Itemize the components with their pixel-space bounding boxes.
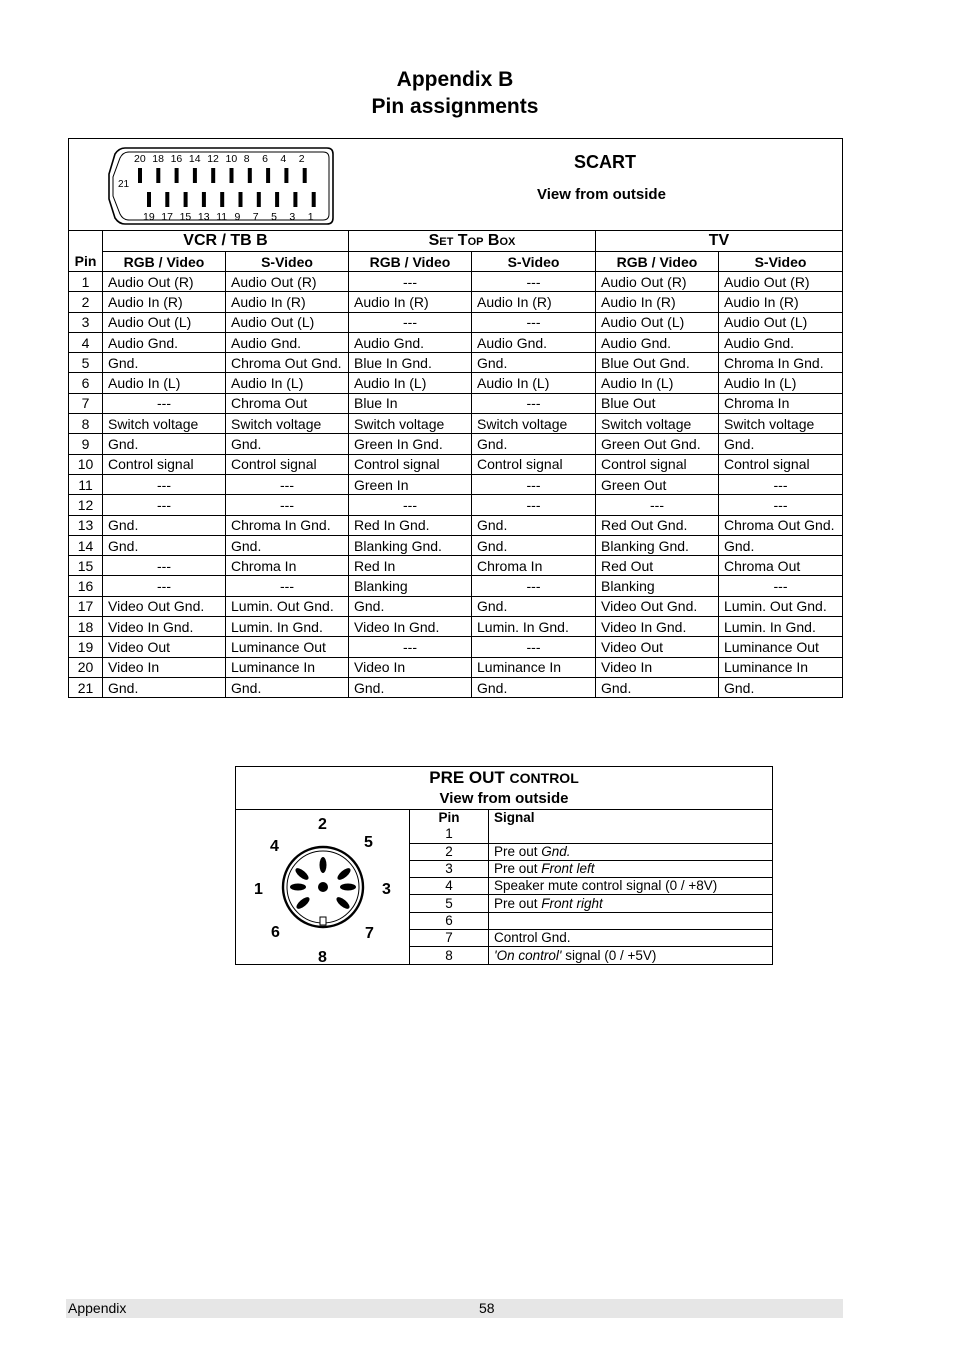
pre-out-body <box>410 826 772 963</box>
signal-cell: Gnd. <box>103 434 226 454</box>
page-footer <box>66 1299 843 1318</box>
scart-pin-top <box>230 168 234 183</box>
signal-cell: --- <box>472 312 596 332</box>
din-pin-3 <box>340 884 356 891</box>
pre-out-signal-header: Signal <box>489 810 773 826</box>
scart-pin-number: 14 <box>188 153 201 165</box>
scart-pin-number: 16 <box>170 153 183 165</box>
pin-number-cell: 13 <box>69 515 103 535</box>
pin-8-center <box>318 882 328 892</box>
scart-pin-21-label: 21 <box>118 179 130 190</box>
title-line-2: Pin assignments <box>371 95 539 118</box>
scart-connector-diagram <box>107 144 337 228</box>
signal-cell: Gnd. <box>226 535 349 555</box>
signal-cell: Red In <box>349 556 472 576</box>
signal-cell: Switch voltage <box>472 414 596 434</box>
table-row <box>410 930 772 947</box>
scart-pin-number: 3 <box>289 211 296 223</box>
scart-pin-top <box>248 168 252 183</box>
pin-number-cell: 11 <box>69 474 103 494</box>
signal-cell: Blanking <box>349 576 472 596</box>
scart-header-cell <box>69 139 843 231</box>
signal-cell: Gnd. <box>226 434 349 454</box>
signal-cell: --- <box>719 495 843 515</box>
signal-cell: --- <box>226 576 349 596</box>
scart-pin-top <box>193 168 197 183</box>
scart-pin-number: 18 <box>152 153 164 165</box>
signal-cell: Blanking Gnd. <box>349 535 472 555</box>
pin-number-cell: 19 <box>69 637 103 657</box>
scart-pin-number: 17 <box>161 211 173 223</box>
signal-cell: Switch voltage <box>226 414 349 434</box>
signal-cell: Lumin. Out Gnd. <box>226 596 349 616</box>
pin-number-cell: 14 <box>69 535 103 555</box>
pin-number-cell: 9 <box>69 434 103 454</box>
scart-subheader-row <box>69 252 843 272</box>
scart-pin-number: 20 <box>134 153 146 165</box>
signal-cell: Switch voltage <box>719 414 843 434</box>
pin-number-cell: 4 <box>69 332 103 352</box>
signal-cell: --- <box>472 637 596 657</box>
signal-cell: Video Out <box>596 637 719 657</box>
signal-cell: Gnd. <box>472 434 596 454</box>
table-row <box>69 332 843 352</box>
din-label-7: 7 <box>365 925 374 942</box>
signal-cell: Chroma In <box>472 556 596 576</box>
scart-view-label: View from outside <box>537 186 666 203</box>
scart-pin-number: 4 <box>280 153 287 165</box>
signal-cell: Blue In Gnd. <box>349 353 472 373</box>
signal-cell: Audio Out (L) <box>103 312 226 332</box>
signal-cell: Switch voltage <box>349 414 472 434</box>
signal-cell: Gnd. <box>472 535 596 555</box>
signal-cell: Audio In (R) <box>596 292 719 312</box>
signal-cell: Gnd. <box>472 596 596 616</box>
signal-cell: Gnd. <box>719 535 843 555</box>
signal-cell: Audio Out (R) <box>103 272 226 292</box>
din-key-notch <box>320 917 326 925</box>
signal-cell <box>489 912 773 929</box>
pin-number-cell: 10 <box>69 454 103 474</box>
signal-cell: --- <box>226 474 349 494</box>
scart-pin-bottom <box>147 192 151 207</box>
table-row <box>69 454 843 474</box>
scart-pin-top <box>266 168 270 183</box>
signal-cell: Audio In (R) <box>349 292 472 312</box>
pre-out-title-small: CONTROL <box>509 770 579 786</box>
format-column-header: S-Video <box>226 252 349 272</box>
signal-cell: Audio In (L) <box>103 373 226 393</box>
signal-cell: Control Gnd. <box>489 930 773 947</box>
table-row <box>410 843 772 860</box>
signal-cell: --- <box>349 272 472 292</box>
scart-pin-bottom <box>275 192 279 207</box>
signal-cell: Chroma Out Gnd. <box>226 353 349 373</box>
signal-cell: Audio Gnd. <box>103 332 226 352</box>
scart-pin-numbers-bottom <box>143 211 314 223</box>
pin-number-cell: 2 <box>410 843 489 860</box>
pin-number-cell: 4 <box>410 878 489 895</box>
signal-cell: Audio In (R) <box>719 292 843 312</box>
scart-pin-top <box>175 168 179 183</box>
pre-out-header <box>236 767 772 810</box>
signal-cell: Gnd. <box>472 677 596 697</box>
signal-cell: Audio Gnd. <box>472 332 596 352</box>
signal-cell: Gnd. <box>226 677 349 697</box>
pin-number-cell: 18 <box>69 617 103 637</box>
signal-cell: --- <box>349 312 472 332</box>
signal-cell: Control signal <box>103 454 226 474</box>
pin-number-cell: 6 <box>410 912 489 929</box>
din-pin-4 <box>294 866 311 882</box>
pre-out-box <box>235 766 773 965</box>
pin-number-cell: 16 <box>69 576 103 596</box>
signal-cell: Gnd. <box>103 515 226 535</box>
scart-pin-bottom <box>257 192 261 207</box>
din-label-5: 5 <box>364 834 373 851</box>
pre-out-header-row <box>410 810 772 826</box>
pre-out-pin-table <box>410 810 772 964</box>
table-row <box>69 617 843 637</box>
table-row <box>69 393 843 413</box>
pre-out-view-label: View from outside <box>439 790 569 807</box>
scart-pins-bottom <box>147 192 316 207</box>
scart-pin-number: 19 <box>143 211 155 223</box>
group-set-top-box: Set Top Box <box>349 231 596 252</box>
signal-cell: --- <box>103 576 226 596</box>
din-connector-svg <box>236 810 409 965</box>
din-pin-5 <box>336 866 353 882</box>
signal-cell: Video In <box>103 657 226 677</box>
signal-cell: Control signal <box>349 454 472 474</box>
signal-cell: Green In <box>349 474 472 494</box>
signal-cell: Green Out <box>596 474 719 494</box>
signal-cell: Blanking <box>596 576 719 596</box>
signal-cell: Green Out Gnd. <box>596 434 719 454</box>
scart-pin-number: 1 <box>307 211 314 223</box>
pre-out-title-main: PRE OUT <box>429 768 505 787</box>
pin-number-cell: 21 <box>69 677 103 697</box>
signal-cell: Luminance Out <box>226 637 349 657</box>
table-row <box>69 434 843 454</box>
table-row <box>69 312 843 332</box>
signal-cell: Blanking Gnd. <box>596 535 719 555</box>
signal-cell: Audio Out (R) <box>719 272 843 292</box>
signal-cell: Blue Out Gnd. <box>596 353 719 373</box>
table-row <box>69 637 843 657</box>
scart-pin-number: 8 <box>243 153 250 165</box>
signal-cell: Control signal <box>226 454 349 474</box>
signal-cell: --- <box>103 474 226 494</box>
signal-cell: --- <box>349 637 472 657</box>
group-vcr: VCR / TB B <box>103 231 349 252</box>
signal-cell: --- <box>472 272 596 292</box>
din-pin-7 <box>335 895 352 911</box>
signal-cell: Luminance In <box>472 657 596 677</box>
signal-cell: Chroma In Gnd. <box>719 353 843 373</box>
signal-cell: Blue In <box>349 393 472 413</box>
signal-cell: Audio Gnd. <box>349 332 472 352</box>
pin-group-blank <box>69 231 103 252</box>
footer-page-number: 58 <box>479 1300 495 1316</box>
signal-cell: Luminance In <box>226 657 349 677</box>
signal-cell: Audio In (L) <box>349 373 472 393</box>
signal-cell: --- <box>103 556 226 576</box>
scart-pin-bottom <box>202 192 206 207</box>
signal-cell: --- <box>349 495 472 515</box>
signal-cell: Video In Gnd. <box>103 617 226 637</box>
signal-cell: Red Out Gnd. <box>596 515 719 535</box>
signal-cell: Audio Out (L) <box>596 312 719 332</box>
table-row <box>69 657 843 677</box>
signal-cell: Switch voltage <box>596 414 719 434</box>
pin-number-cell: 6 <box>69 373 103 393</box>
pin-number-cell: 1 <box>410 826 489 843</box>
signal-cell: Gnd. <box>472 353 596 373</box>
pin-number-cell: 2 <box>69 292 103 312</box>
pin-number-cell: 1 <box>69 272 103 292</box>
pin-number-cell: 5 <box>69 353 103 373</box>
scart-pins-top <box>138 168 307 183</box>
scart-pin-bottom <box>312 192 316 207</box>
table-row <box>69 373 843 393</box>
signal-cell: Audio In (R) <box>226 292 349 312</box>
scart-pin-number: 7 <box>252 211 259 223</box>
signal-cell: --- <box>472 393 596 413</box>
scart-pin-number: 6 <box>262 153 268 165</box>
scart-pin-top <box>284 168 288 183</box>
signal-cell: Audio Out (R) <box>596 272 719 292</box>
signal-cell: Gnd. <box>719 434 843 454</box>
signal-cell: Gnd. <box>349 596 472 616</box>
signal-cell: Chroma In <box>226 556 349 576</box>
format-column-header: RGB / Video <box>349 252 472 272</box>
scart-pin-bottom <box>220 192 224 207</box>
signal-cell: Video Out Gnd. <box>596 596 719 616</box>
signal-cell: Audio Out (L) <box>226 312 349 332</box>
signal-cell: Audio Out (R) <box>226 272 349 292</box>
pin-number-cell: 12 <box>69 495 103 515</box>
pin-number-cell: 5 <box>410 895 489 912</box>
signal-cell: Control signal <box>719 454 843 474</box>
signal-cell: Switch voltage <box>103 414 226 434</box>
table-row <box>69 535 843 555</box>
signal-cell: --- <box>103 495 226 515</box>
signal-cell: Gnd. <box>103 353 226 373</box>
signal-cell: Chroma Out Gnd. <box>719 515 843 535</box>
signal-cell: Video In Gnd. <box>349 617 472 637</box>
signal-cell: Audio In (R) <box>103 292 226 312</box>
signal-cell: --- <box>103 393 226 413</box>
table-row <box>69 596 843 616</box>
signal-cell: --- <box>719 576 843 596</box>
signal-cell: Control signal <box>472 454 596 474</box>
format-column-header: RGB / Video <box>596 252 719 272</box>
scart-pin-bottom <box>165 192 169 207</box>
table-row <box>410 878 772 895</box>
scart-pin-number: 11 <box>216 211 228 223</box>
signal-cell: Audio Gnd. <box>596 332 719 352</box>
signal-cell: Audio Gnd. <box>226 332 349 352</box>
table-row <box>69 515 843 535</box>
signal-cell: Gnd. <box>596 677 719 697</box>
table-row <box>69 414 843 434</box>
signal-cell: Pre out Front left <box>489 860 773 877</box>
signal-cell: --- <box>719 474 843 494</box>
pre-out-pin-header: Pin <box>438 810 460 826</box>
table-row <box>410 947 772 964</box>
scart-pin-top <box>211 168 215 183</box>
table-row <box>69 474 843 494</box>
scart-pin-number: 13 <box>197 211 210 223</box>
scart-pin-top <box>156 168 160 183</box>
signal-cell: Audio In (L) <box>596 373 719 393</box>
format-column-header: S-Video <box>719 252 843 272</box>
table-row <box>69 272 843 292</box>
scart-pin-number: 10 <box>225 153 238 165</box>
din-connector-diagram <box>236 810 410 965</box>
table-row <box>69 495 843 515</box>
table-row <box>69 677 843 697</box>
table-row <box>69 292 843 312</box>
table-row <box>69 556 843 576</box>
pin-number-cell: 8 <box>445 947 453 963</box>
signal-cell: Lumin. Out Gnd. <box>719 596 843 616</box>
signal-cell: Audio In (R) <box>472 292 596 312</box>
din-label-4: 4 <box>270 838 279 855</box>
pin-number-cell: 20 <box>69 657 103 677</box>
signal-cell: Red In Gnd. <box>349 515 472 535</box>
signal-cell <box>489 826 773 843</box>
signal-cell: Blue Out <box>596 393 719 413</box>
signal-cell: Pre out Gnd. <box>489 843 773 860</box>
din-pin-2 <box>320 857 327 873</box>
signal-cell: Video In <box>349 657 472 677</box>
signal-cell: Lumin. In Gnd. <box>719 617 843 637</box>
din-label-3: 3 <box>382 881 391 898</box>
signal-cell: Red Out <box>596 556 719 576</box>
format-column-header: RGB / Video <box>103 252 226 272</box>
table-row <box>69 353 843 373</box>
signal-cell: --- <box>596 495 719 515</box>
signal-cell: Video Out <box>103 637 226 657</box>
table-row <box>410 826 772 843</box>
scart-pin-bottom <box>239 192 243 207</box>
pre-out-title <box>236 768 772 788</box>
signal-cell: Gnd. <box>103 535 226 555</box>
scart-pin-top <box>138 168 142 183</box>
scart-pin-number: 5 <box>271 211 277 223</box>
scart-pin-numbers-top <box>134 153 305 165</box>
scart-pin-number: 9 <box>234 211 241 223</box>
title-line-1: Appendix B <box>396 68 514 91</box>
signal-cell: Gnd. <box>472 515 596 535</box>
din-label-2: 2 <box>318 816 327 833</box>
signal-cell: Green In Gnd. <box>349 434 472 454</box>
din-pin-1 <box>290 884 306 891</box>
pin-number-cell: 3 <box>69 312 103 332</box>
signal-cell: Gnd. <box>719 677 843 697</box>
din-label-1: 1 <box>254 881 263 898</box>
signal-cell: Gnd. <box>103 677 226 697</box>
scart-table <box>68 138 843 698</box>
signal-cell: Lumin. In Gnd. <box>226 617 349 637</box>
signal-cell: Chroma In Gnd. <box>226 515 349 535</box>
din-pin-6 <box>295 895 312 911</box>
signal-cell: Gnd. <box>349 677 472 697</box>
signal-cell: Audio In (L) <box>719 373 843 393</box>
table-row <box>410 912 772 929</box>
scart-pin-number: 2 <box>298 153 305 165</box>
scart-pin-bottom <box>184 192 188 207</box>
signal-cell: 'On control' signal (0 / +5V) <box>489 947 773 964</box>
table-row <box>410 895 772 912</box>
pin-number-cell: 8 <box>69 414 103 434</box>
signal-cell: --- <box>226 495 349 515</box>
signal-cell: Luminance In <box>719 657 843 677</box>
scart-pin-top <box>303 168 307 183</box>
scart-pin-bottom <box>293 192 297 207</box>
format-column-header: S-Video <box>472 252 596 272</box>
din-label-8: 8 <box>318 949 327 965</box>
signal-cell: Audio In (L) <box>472 373 596 393</box>
signal-cell: Audio Out (L) <box>719 312 843 332</box>
scart-pin-number: 12 <box>207 153 219 165</box>
signal-cell: Audio Gnd. <box>719 332 843 352</box>
page-title <box>0 66 910 120</box>
signal-cell: --- <box>472 495 596 515</box>
signal-cell: Video In <box>596 657 719 677</box>
signal-cell: Video In Gnd. <box>596 617 719 637</box>
pin-number-cell: 7 <box>410 930 489 947</box>
signal-cell: Pre out Front right <box>489 895 773 912</box>
table-row <box>69 576 843 596</box>
signal-cell: Chroma Out <box>226 393 349 413</box>
signal-cell: Lumin. In Gnd. <box>472 617 596 637</box>
signal-cell: --- <box>472 474 596 494</box>
signal-cell: --- <box>472 576 596 596</box>
footer-section-label: Appendix <box>68 1300 127 1316</box>
signal-cell: Luminance Out <box>719 637 843 657</box>
group-tv: TV <box>596 231 843 252</box>
signal-cell: Speaker mute control signal (0 / +8V) <box>489 878 773 895</box>
table-row <box>410 860 772 877</box>
scart-body <box>69 272 843 698</box>
signal-cell: Chroma In <box>719 393 843 413</box>
signal-cell: Chroma Out <box>719 556 843 576</box>
signal-cell: Video Out Gnd. <box>103 596 226 616</box>
pin-number-cell: 15 <box>69 556 103 576</box>
pin-number-cell: 7 <box>69 393 103 413</box>
pin-column-header: Pin <box>69 252 103 272</box>
signal-cell: Control signal <box>596 454 719 474</box>
pin-number-cell: 17 <box>69 596 103 616</box>
din-label-6: 6 <box>271 924 280 941</box>
pin-number-cell: 3 <box>410 860 489 877</box>
scart-title: SCART <box>574 152 636 172</box>
signal-cell: Audio In (L) <box>226 373 349 393</box>
scart-pin-number: 15 <box>179 211 192 223</box>
